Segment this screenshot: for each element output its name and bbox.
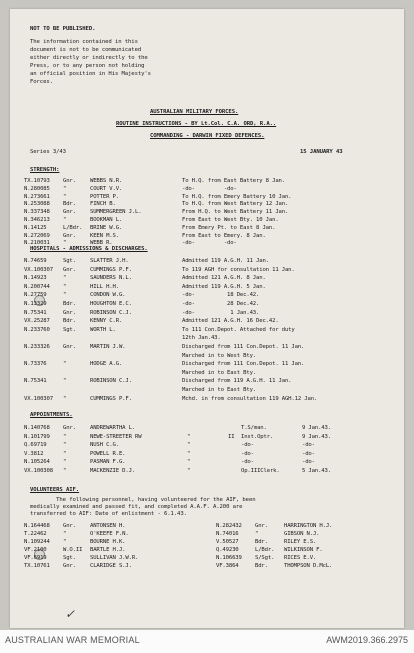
hospital-row (10, 396, 404, 403)
cell: N.27759 (24, 292, 47, 299)
cell: TX.10761 (24, 563, 50, 569)
hospital-row (10, 275, 404, 282)
cell: ANTONSEN H. (90, 523, 126, 529)
cell: " (63, 193, 67, 200)
cell: WILKINSON F. (284, 547, 323, 553)
cell: -do- 18 Dec.42. (182, 292, 260, 299)
cell: N.73376 (24, 361, 47, 368)
cell: VX.100308 (24, 468, 53, 474)
cell: VF.3864 (216, 563, 239, 569)
cell: From Emery Pt. to East 8 Jan. (182, 224, 276, 231)
cell: CLARIDGE S.J. (90, 563, 132, 569)
hospital-row (10, 361, 404, 368)
cell: To H.Q. from West Battery 12 Jan. (182, 201, 289, 208)
cell: " (63, 450, 67, 457)
cell: -do- (302, 459, 315, 466)
handwritten-mark: ✓ (65, 607, 76, 621)
cell: -do- (241, 450, 254, 457)
cell: N.14125 (24, 224, 47, 231)
cell: N.337348 (24, 209, 50, 216)
cell: ANDREWARTHA L. (90, 425, 136, 431)
cell: " (63, 217, 67, 223)
document-page (10, 9, 404, 628)
cell: Discharged from 111 Con.Depot. 11 Jan. (182, 361, 305, 368)
command-line: COMMANDING - DARWIN FIXED DEFENCES. (150, 133, 265, 139)
cell: Marched in to West Bty. (182, 352, 257, 359)
cell: SULLIVAN J.W.R. (90, 555, 139, 561)
section-strength: STRENGTH: (30, 167, 60, 173)
cell: Inst.Optr. (241, 433, 274, 440)
cell: Gnr. (63, 209, 76, 216)
cell: -do- -do- (182, 240, 237, 247)
cell: TX.10793 (24, 178, 50, 184)
cell: Sgt. (63, 326, 76, 333)
cell: T.S/man. (241, 425, 267, 431)
section-volunteers: VOLUNTEERS AIF. (30, 487, 80, 493)
cell: V.3812 (24, 450, 44, 457)
cell: VX.100307 (24, 395, 53, 402)
strength-row (10, 186, 404, 193)
strength-row (10, 209, 404, 216)
cell: Admitted 119 A.G.H. 11 Jan. (182, 258, 269, 264)
cell: N.140768 (24, 425, 50, 431)
cell: BARTLE H.J. (90, 547, 126, 553)
cell: Gnr. (63, 425, 76, 431)
section-appointments: APPOINTMENTS. (30, 412, 73, 418)
cell: N.164468 (24, 523, 50, 529)
cell: Marched in to East Bty. (182, 387, 257, 393)
cell: " (187, 433, 191, 440)
cell: N.233326 (24, 344, 50, 350)
volunteer-row (10, 555, 404, 562)
cell: KENNY C.R. (90, 318, 123, 325)
restriction-label: NOT TO BE PUBLISHED. (30, 26, 96, 32)
cell: " (63, 275, 67, 282)
notice-line: Press, or to any person not holding (30, 63, 145, 69)
cell: POTTER P. (90, 193, 119, 200)
cell: " (63, 442, 67, 449)
appointment-row (10, 442, 404, 449)
cell: W.O.II (63, 547, 83, 553)
cell: N.273661 (24, 193, 50, 200)
hospital-row (10, 353, 404, 360)
cell: WORTH L. (90, 326, 116, 333)
strength-row (10, 194, 404, 201)
cell: " (63, 361, 67, 368)
appointment-row (10, 434, 404, 441)
cell: T.22462 (24, 531, 47, 537)
notice-line: an official position in His Majesty's (30, 71, 151, 77)
hospital-row (10, 387, 404, 394)
hospital-row (10, 267, 404, 274)
cell: N.272069 (24, 232, 50, 239)
cell: Gnr. (255, 523, 268, 529)
strength-row (10, 233, 404, 240)
cell: Marched in to East Bty. (182, 369, 257, 376)
cell: N.74016 (216, 531, 239, 537)
cell: CONDON W.G. (90, 292, 126, 299)
notice-line: document is not to be communicated (30, 47, 142, 53)
cell: " (63, 378, 67, 385)
cell: " (63, 459, 67, 466)
cell: Bdr. (63, 201, 76, 208)
cell: KEEN M.S. (90, 232, 119, 239)
cell: CUMMINGS P.F. (90, 266, 132, 273)
cell: N.101799 (24, 433, 50, 440)
cell: N.14923 (24, 275, 47, 282)
cell: MACKENZIE D.J. (90, 468, 136, 474)
cell: NEWE-STREETER RW (90, 433, 142, 440)
volunteer-row (10, 523, 404, 530)
cell: N.13329 (24, 301, 47, 307)
cell: HOUGHTON E.C. (90, 301, 132, 307)
volunteers-text-line: medically examined and passed fit, and completed A.A.F. A.200 are (30, 504, 243, 511)
cell: VX.100307 (24, 266, 53, 273)
cell: MARTIN J.W. (90, 344, 126, 350)
appointment-row (10, 459, 404, 466)
cell: " (63, 468, 67, 474)
hospital-row (10, 318, 404, 325)
cell: " (187, 459, 191, 466)
cell: Bdr. (63, 318, 76, 325)
cell: Bdr. (255, 563, 268, 569)
cell: HODGE A.G. (90, 361, 123, 368)
cell: N.109244 (24, 539, 50, 545)
strength-row (10, 178, 404, 185)
cell: " (63, 292, 67, 299)
cell: N.200744 (24, 283, 50, 290)
cell: -do- (302, 450, 315, 457)
cell: -do- (241, 459, 254, 466)
cell: Discharged from 111 Con.Depot. 11 Jan. (182, 344, 305, 350)
cell: N.282432 (216, 523, 242, 529)
cell: L/Bdr. (63, 224, 83, 231)
cell: BRINE W.G. (90, 224, 123, 231)
cell: -do- -do- (182, 185, 237, 192)
cell: " (63, 185, 67, 192)
cell: NUSH C.G. (90, 442, 119, 449)
cell: Q.49230 (216, 547, 239, 553)
section-hospitals: HOSPITALS - ADMISSIONS & DISCHARGES. (30, 246, 148, 252)
notice-line: Forces. (30, 79, 53, 85)
cell: To H.Q. from Emery Battery 10 Jan. (182, 193, 292, 200)
cell: From H.Q. to West Battery 11 Jan. (182, 209, 289, 216)
cell: " (63, 433, 67, 440)
cell: " (255, 531, 259, 537)
cell: BOOKMAN L. (90, 217, 123, 223)
cell: VX.25287 (24, 318, 50, 325)
cell: Gnr. (63, 563, 76, 569)
cell: FINCH B. (90, 201, 116, 208)
cell: Discharged from 119 A.G.H. 11 Jan. (182, 378, 292, 385)
document-title: ROUTINE INSTRUCTIONS - BY Lt.Col. C.A. ORD, R.A.. (116, 121, 277, 127)
cell: " (187, 442, 191, 449)
cell: Mchd. in from consultation 119 AGH.12 Jan. (182, 395, 318, 402)
cell: N.346213 (24, 217, 50, 223)
volunteers-text-line: The following personnel, having volunteered for the AIF, been (30, 497, 256, 503)
cell: " (63, 283, 67, 290)
cell: N.106639 (216, 555, 242, 561)
volunteer-row (10, 539, 404, 546)
cell: Gnr. (63, 178, 76, 184)
cell: VF.6919 (24, 555, 47, 561)
cell: Admitted 121 A.G.H. 16 Dec.42. (182, 318, 279, 325)
cell: To 111 Con.Depot. Attached for duty (182, 326, 295, 333)
cell: Gnr. (63, 344, 76, 350)
archive-reference: AWM2019.366.2975 (326, 635, 408, 645)
notice-line: The information contained in this (30, 39, 138, 45)
cell: " (63, 539, 67, 545)
cell: Op.IIIClerk. (241, 468, 280, 474)
cell: N.210031 (24, 240, 50, 247)
cell: SLATTER J.H. (90, 258, 129, 264)
cell: Bdr. (255, 539, 268, 545)
cell: HARRINGTON H.J. (284, 523, 333, 529)
cell: II (228, 433, 235, 440)
cell: -do- (302, 442, 315, 449)
hospital-row (10, 284, 404, 291)
cell: To H.Q. from East Battery 8 Jan. (182, 178, 285, 184)
hospital-row (10, 292, 404, 299)
cell: L/Bdr. (255, 547, 275, 553)
cell: N.75341 (24, 309, 47, 316)
cell: " (63, 240, 67, 247)
cell: 12th Jan.43. (182, 335, 221, 342)
document-date: 15 JANUARY 43 (300, 149, 343, 155)
cell: VF.2100 (24, 547, 47, 553)
cell: -do- 28 Dec.42. (182, 301, 260, 307)
cell: BOURNE H.K. (90, 539, 126, 545)
org-name: AUSTRALIAN MILITARY FORCES. (150, 109, 239, 115)
cell: SAUNDERS N.L. (90, 275, 132, 282)
cell: RICES E.V. (284, 555, 317, 561)
hospital-row (10, 301, 404, 308)
cell: N.75341 (24, 378, 47, 385)
cell: From East to Emery. 8 Jan. (182, 232, 266, 239)
cell: Gnr. (63, 309, 76, 316)
cell: SUMMERGREEN J.L. (90, 209, 142, 216)
cell: To 119 AGH for consultation 11 Jan. (182, 266, 295, 273)
volunteer-row (10, 547, 404, 554)
cell: THOMPSON D.McL. (284, 563, 333, 569)
cell: 9 Jan.43. (302, 425, 331, 431)
cell: WEBB R. (90, 240, 113, 247)
cell: N.253088 (24, 201, 50, 208)
cell: N.233760 (24, 326, 50, 333)
cell: GIBSON N.J. (284, 531, 320, 537)
cell: Admitted 119 A.G.H. 5 Jan. (182, 283, 266, 290)
hospital-row (10, 310, 404, 317)
cell: -do- 1 Jan.43. (182, 309, 260, 316)
cell: Bdr. (63, 301, 76, 307)
cell: " (187, 450, 191, 457)
series-number: Series 3/43 (30, 149, 66, 155)
cell: PASMAN F.G. (90, 459, 126, 466)
cell: 9 Jan.43. (302, 433, 331, 440)
appointment-row (10, 451, 404, 458)
cell: N.105264 (24, 459, 50, 466)
hospital-row (10, 378, 404, 385)
appointment-row (10, 468, 404, 475)
cell: Sgt. (63, 258, 76, 264)
hospital-row (10, 335, 404, 342)
cell: From East to West Bty. 10 Jan. (182, 217, 279, 223)
appointment-row (10, 425, 404, 432)
cell: HILL H.H. (90, 283, 119, 290)
cell: " (187, 468, 191, 474)
cell: POWELL R.E. (90, 450, 126, 457)
volunteers-text-line: transferred to AIF: Date of enlistment - 6.1.43. (30, 511, 187, 518)
cell: 5 Jan.43. (302, 468, 331, 474)
cell: CUMMINGS P.F. (90, 395, 132, 402)
strength-row (10, 225, 404, 232)
strength-row (10, 217, 404, 224)
cell: " (63, 531, 67, 537)
cell: S/Sgt. (255, 555, 275, 561)
cell: " (63, 395, 67, 402)
cell: Gnr. (63, 523, 76, 529)
volunteer-row (10, 563, 404, 570)
cell: Admitted 121 A.G.H. 8 Jan. (182, 275, 266, 282)
archive-footer (0, 630, 414, 653)
cell: -do- (241, 442, 254, 449)
hospital-row (10, 327, 404, 334)
cell: Gnr. (63, 266, 76, 273)
cell: ROBINSON C.J. (90, 378, 132, 385)
cell: COURT V.V. (90, 185, 123, 192)
hospital-row (10, 370, 404, 377)
hospital-row (10, 344, 404, 351)
cell: O'KEEFE F.N. (90, 531, 129, 537)
cell: ROBINSON C.J. (90, 309, 132, 316)
notice-line: either directly or indirectly to the (30, 55, 148, 61)
strength-row (10, 201, 404, 208)
cell: RILEY E.S. (284, 539, 317, 545)
cell: N.280085 (24, 185, 50, 192)
volunteer-row (10, 531, 404, 538)
cell: WEBBS N.R. (90, 178, 123, 184)
cell: Gnr. (63, 232, 76, 239)
hospital-row (10, 258, 404, 265)
archive-source: AUSTRALIAN WAR MEMORIAL (5, 635, 140, 645)
cell: Sgt. (63, 555, 76, 561)
cell: Q.69719 (24, 442, 47, 449)
cell: V.50527 (216, 539, 239, 545)
cell: N.74659 (24, 258, 47, 264)
